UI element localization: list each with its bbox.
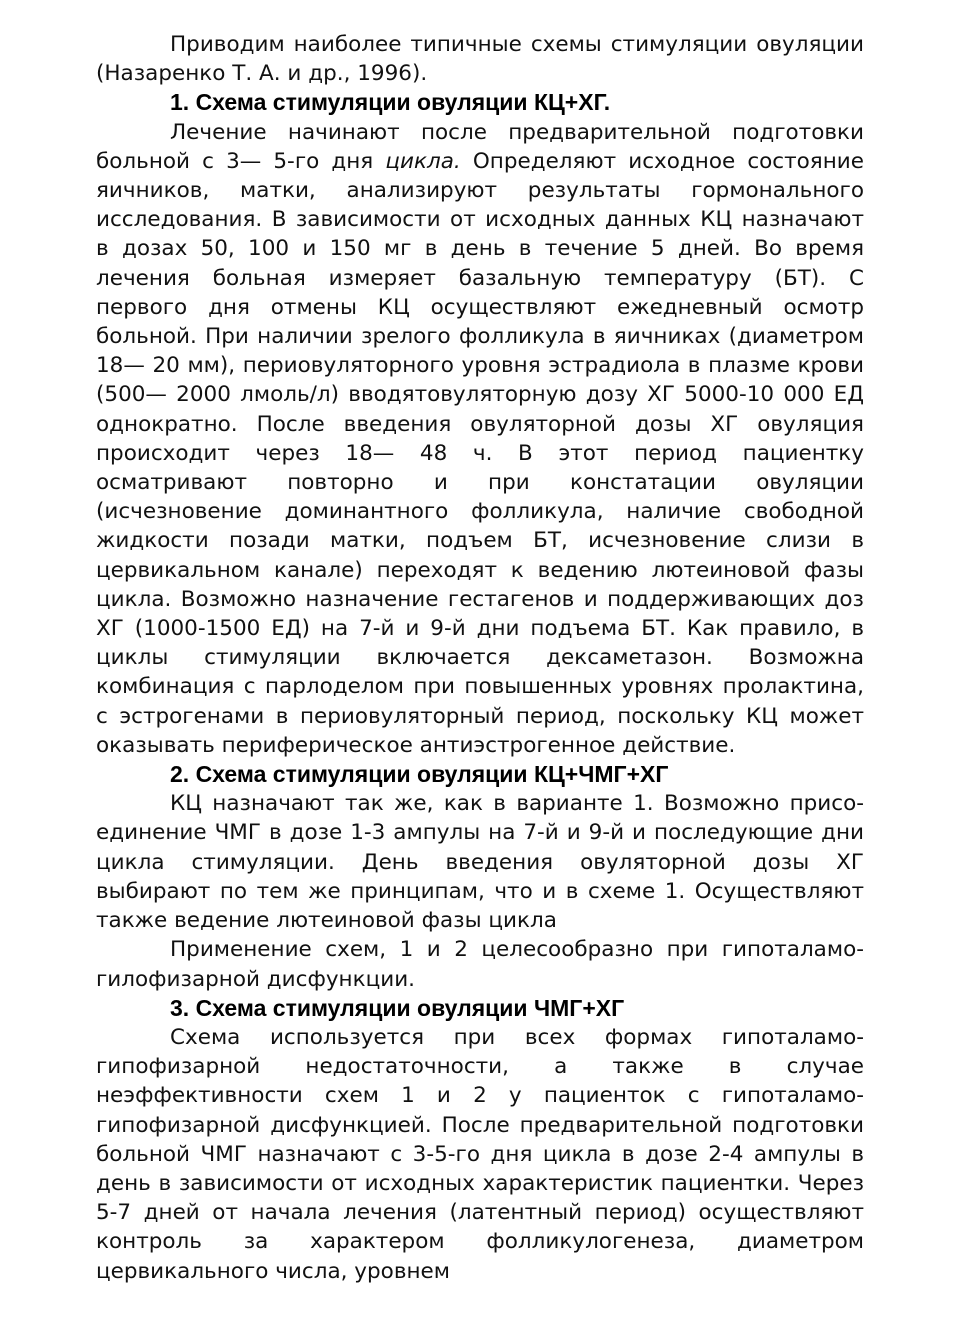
intro-paragraph: Приводим наиболее типичные схемы стимуляции овуляции (Назаренко Т. А. и др., 1996). xyxy=(96,32,864,87)
section-2-heading: 2. Схема стимуляции овуляции КЦ+ЧМГ+ХГ xyxy=(170,761,669,788)
section-2-paragraph-1: КЦ назначают так же, как в варианте 1. Возможно присо-единение ЧМГ в дозе 1-3 ампулы на 7-й и 9-й и последующие дни цикла стимуляции. День введения овуляторной дозы ХГ выбирают по тем же принципам, что и в схеме 1. Осуществляют также ведение лютеиновой фазы цикла xyxy=(96,791,864,934)
document-page xyxy=(96,30,864,1286)
section-1-heading: 1. Схема стимуляции овуляции КЦ+ХГ. xyxy=(170,89,611,116)
section-2-paragraph-2: Применение схем, 1 и 2 целесообразно при гипоталамо-гилофизарной дисфункции. xyxy=(96,937,864,992)
section-3-paragraph: Схема используется при всех формах гипоталамо-гипофизарной недостаточности, а также в случае неэффективности схем 1 и 2 у пациенток с гипоталамо-гипофизарной дисфункцией. После предварительной подготовки больной ЧМГ назначают с 3-5-го дня цикла в дозе 2-4 ампулы в день в зависимости от исходных характеристик пациентки. Через 5-7 дней от начала лечения (латентный период) осуществляют контроль за характером фолликулогенеза, диаметром цервикального числа, уровнем xyxy=(96,1024,864,1284)
section-1-paragraph xyxy=(96,118,864,760)
section-1-text-rest: Определяют исходное состояние яичников, матки, анализируют результаты гормонального исследования. В зависимости от исходных данных КЦ назначают в дозах 50, 100 и 150 мг в день в течение 5 дней. Во время лечения больная измеряет базальную температуру (БТ). С первого дня отмены КЦ осуществляют ежедневный осмотр больной. При наличии зрелого фолликула в яичниках (диаметром 18— 20 мм), периовуляторного уровня эстрадиола в плазме крови (500— 2000 лмоль/л) вводятовуляторную дозу ХГ 5000-10 000 ЕД однократно. После введения овуляторной дозы ХГ овуляция происходит через 18— 48 ч. В этот период пациентку осматривают повторно и при констатации овуляции (исчезновение доминантного фолликула, наличие свободной жидкости позади матки, подъем БТ, исчезновение слизи в цервикальном канале) переходят к ведению лютеиновой фазы цикла. Возможно назначение гестагенов и поддерживающих доз ХГ (1000-1500 ЕД) на 7-й и 9-й дни подъема БТ. Как правило, в циклы стимуляции включается дексаметазон. Возможна комбинация с парлоделом при повышенных уровнях пролактина, с эстрогенами в периовуляторный период, поскольку КЦ может оказывать периферическое антиэстрогенное действие. xyxy=(96,148,864,758)
section-1-text-start: Лечение начинают после предварительной подготовки больной с 3— 5-го дня xyxy=(96,119,864,174)
section-3-heading: 3. Схема стимуляции овуляции ЧМГ+ХГ xyxy=(170,994,625,1021)
section-1-italic-word: цикла. xyxy=(385,148,461,174)
